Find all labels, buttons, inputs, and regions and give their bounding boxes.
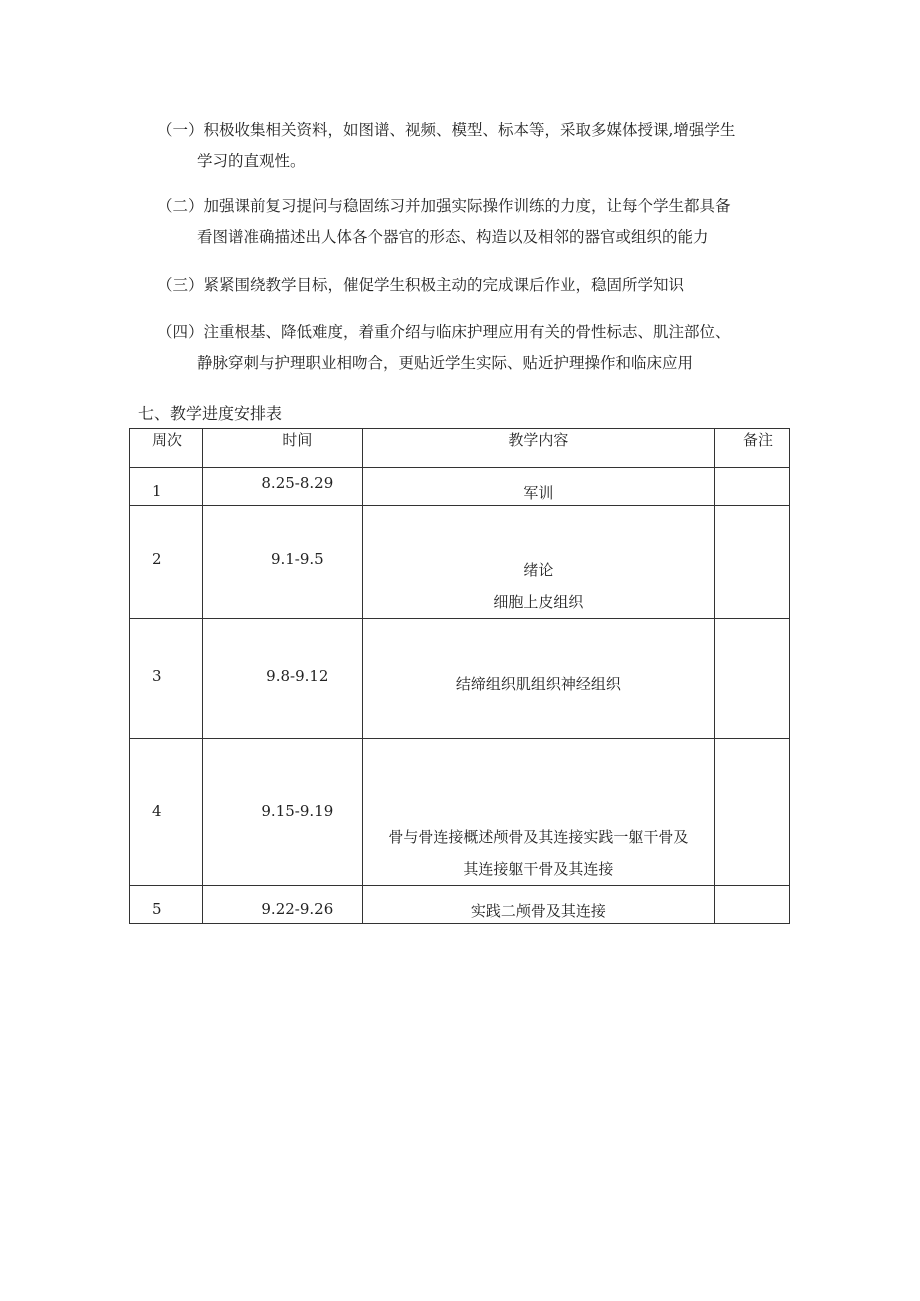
row-2-content-line-1: 绪论 [523,561,554,579]
header-content: 教学内容 [362,429,714,468]
row-4-week: 4 [130,739,203,886]
paragraph-3 [157,270,797,301]
row-1-time: 8.25-8.29 [202,468,362,506]
row-5-content: 实践二颅骨及其连接 [362,886,714,924]
header-time: 时间 [202,429,362,468]
paragraph-1-line-1: （一）积极收集相关资料，如图谱、视频、模型、标本等，采取多媒体授课,增强学生 [157,121,736,139]
paragraph-2-line-1: （二）加强课前复习提问与稳固练习并加强实际操作训练的力度，让每个学生都具备 [157,197,731,215]
row-3-week: 3 [130,619,203,739]
row-2-week: 2 [130,506,203,619]
paragraph-3-line-1: （三）紧紧围绕教学目标，催促学生积极主动的完成课后作业，稳固所学知识 [157,276,685,294]
schedule-table [129,428,790,924]
header-note: 备注 [715,429,790,468]
row-1-week: 1 [130,468,203,506]
row-4-content-line-2: 其连接躯干骨及其连接 [463,860,614,878]
paragraph-4-line-2: 静脉穿刺与护理职业相吻合，更贴近学生实际、贴近护理操作和临床应用 [197,354,694,372]
paragraph-4-line-1: （四）注重根基、降低难度，着重介绍与临床护理应用有关的骨性标志、肌注部位、 [157,323,731,341]
row-3-note [715,619,790,739]
header-week: 周次 [130,429,203,468]
row-4-content [362,739,714,886]
paragraph-1 [157,115,797,177]
paragraph-2 [157,191,797,253]
table-row [130,468,790,506]
row-4-time: 9.15-9.19 [202,739,362,886]
row-2-time: 9.1-9.5 [202,506,362,619]
row-2-note [715,506,790,619]
table-row [130,506,790,619]
table-row [130,739,790,886]
row-5-time: 9.22-9.26 [202,886,362,924]
row-5-note [715,886,790,924]
row-1-note [715,468,790,506]
paragraph-1-line-2: 学习的直观性。 [197,152,306,170]
row-2-content [362,506,714,619]
paragraph-2-line-2: 看图谱准确描述出人体各个器官的形态、构造以及相邻的器官或组织的能力 [197,228,709,246]
table-row [130,886,790,924]
table-row [130,619,790,739]
row-1-content: 军训 [362,468,714,506]
row-4-note [715,739,790,886]
row-5-week: 5 [130,886,203,924]
row-4-content-line-1: 骨与骨连接概述颅骨及其连接实践一躯干骨及 [388,828,689,846]
paragraph-4 [157,317,797,379]
table-header-row [130,429,790,468]
row-2-content-line-2: 细胞上皮组织 [493,593,584,611]
section-heading: 七、教学进度安排表 [138,404,283,423]
row-3-time: 9.8-9.12 [202,619,362,739]
row-3-content: 结缔组织肌组织神经组织 [362,619,714,739]
